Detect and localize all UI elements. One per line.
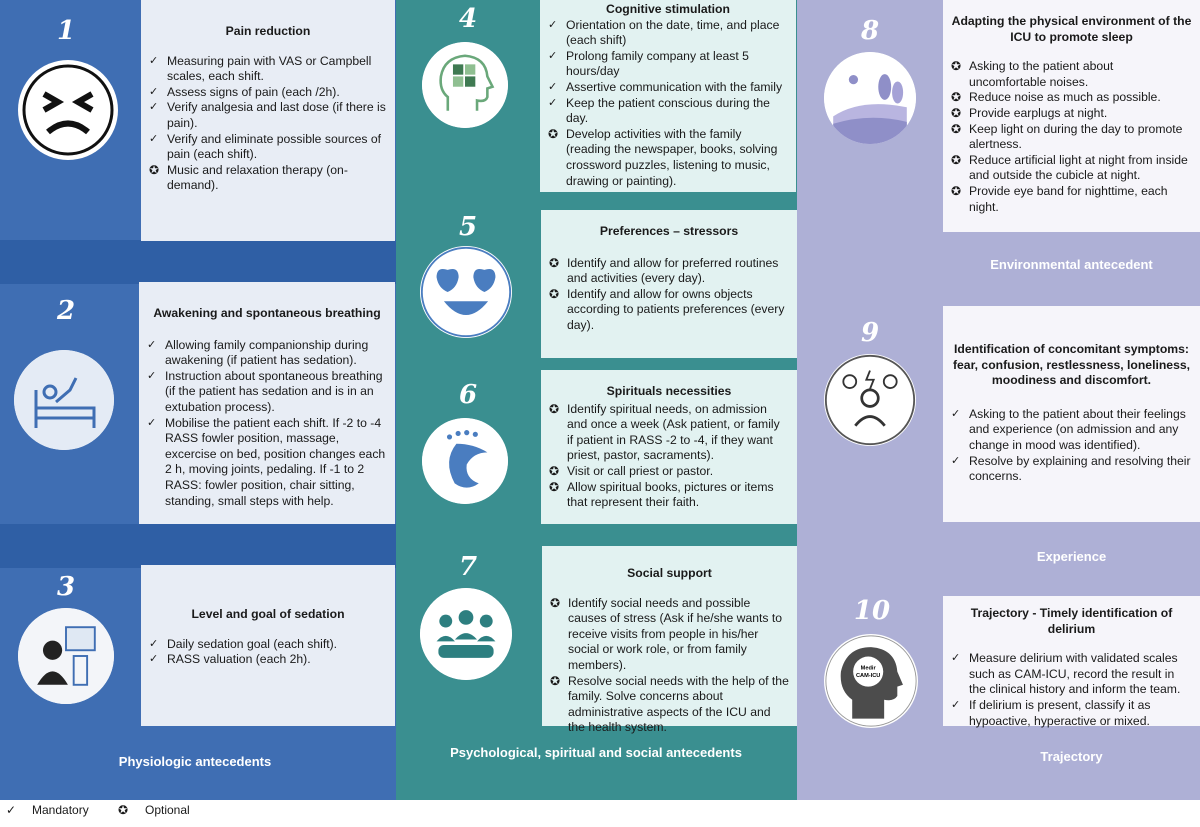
list-item bbox=[147, 338, 387, 369]
item-text: Identify spiritual needs, on admission and once a week (Ask patient, or family if patient in RASS -2 to -4, if they want priest, pastor, sacraments). bbox=[567, 401, 780, 463]
environmental-antecedent-label: Environmental antecedent bbox=[990, 257, 1153, 272]
item-text: Verify analgesia and last dose (if there is pain). bbox=[167, 100, 386, 130]
item-list bbox=[549, 402, 789, 511]
list-item bbox=[149, 652, 387, 668]
item-text: Measure delirium with validated scales such as CAM-ICU, record the result in the clinical history and inform the team. bbox=[969, 651, 1181, 697]
step-number-10: 10 bbox=[853, 596, 891, 626]
icu-monitor-icon bbox=[18, 608, 114, 704]
list-item bbox=[147, 416, 387, 510]
list-item bbox=[149, 132, 387, 163]
card-title: Cognitive stimulation bbox=[606, 2, 730, 16]
step-number-4: 4 bbox=[458, 4, 478, 34]
item-text: Asking to the patient about their feelings and experience (on admission and any change in mood was identified). bbox=[969, 406, 1186, 452]
mandatory-check-icon: ✓ bbox=[548, 49, 558, 62]
item-text: Allowing family companionship during awakening (if patient has sedation). bbox=[165, 337, 369, 368]
mandatory-check-icon: ✓ bbox=[951, 698, 961, 711]
mandatory-check-icon: ✓ bbox=[548, 96, 558, 109]
step-number-9: 9 bbox=[860, 318, 880, 348]
mandatory-check-icon: ✓ bbox=[149, 101, 159, 114]
card-social-support bbox=[542, 546, 797, 735]
item-text: Verify and eliminate possible sources of pain (each shift). bbox=[167, 131, 382, 162]
card-cognitive-stimulation bbox=[540, 0, 796, 192]
item-text: Music and relaxation therapy (on-demand). bbox=[167, 162, 348, 193]
optional-star-icon: ✪ bbox=[951, 152, 962, 167]
list-item bbox=[549, 287, 789, 334]
mandatory-check-icon: ✓ bbox=[149, 653, 159, 666]
list-item bbox=[951, 454, 1192, 485]
item-text: Resolve by explaining and resolving their concerns. bbox=[969, 453, 1191, 484]
list-item bbox=[149, 100, 387, 131]
card-title: Level and goal of sedation bbox=[191, 607, 345, 621]
item-text: Daily sedation goal (each shift). bbox=[167, 636, 338, 651]
list-item bbox=[549, 402, 789, 464]
list-item bbox=[951, 90, 1192, 106]
item-text: Identify and allow for preferred routines and activities (every day). bbox=[567, 255, 779, 286]
mandatory-check-icon: ✓ bbox=[6, 803, 17, 817]
mandatory-check-icon: ✓ bbox=[951, 454, 961, 467]
card-spiritual-necessities bbox=[541, 370, 797, 524]
card-delirium-identification bbox=[943, 596, 1200, 726]
item-text: Reduce noise as much as possible. bbox=[969, 90, 1161, 105]
item-text: Asking to the patient about uncomfortable noises. bbox=[969, 59, 1114, 89]
card-title: Pain reduction bbox=[225, 24, 311, 38]
card-title: Preferences – stressors bbox=[599, 224, 739, 238]
optional-star-icon: ✪ bbox=[118, 803, 129, 817]
pain-face-icon bbox=[18, 60, 118, 160]
optional-star-icon: ✪ bbox=[548, 126, 559, 141]
card-title: Awakening and spontaneous breathing bbox=[153, 306, 381, 320]
list-item bbox=[951, 59, 1192, 90]
list-item bbox=[951, 153, 1192, 184]
optional-star-icon: ✪ bbox=[549, 401, 560, 416]
item-list bbox=[147, 338, 387, 510]
card-pain-reduction bbox=[141, 0, 395, 241]
list-item bbox=[548, 80, 788, 96]
card-title: Identification of concomitant symptoms: fear, confusion, restlessness, loneliness, moodiness and discomfort. bbox=[952, 342, 1191, 388]
list-item bbox=[548, 18, 788, 49]
list-item bbox=[951, 122, 1192, 153]
item-list bbox=[149, 637, 387, 668]
optional-star-icon: ✪ bbox=[951, 121, 962, 136]
icon-text-medir: Medir bbox=[860, 665, 876, 672]
list-item bbox=[549, 464, 789, 480]
mandatory-check-icon: ✓ bbox=[147, 338, 157, 351]
item-text: Identify social needs and possible causes of stress (Ask if he/she wants to receive visits from people in his/her social or work role, or from family members). bbox=[568, 595, 783, 672]
mandatory-check-icon: ✓ bbox=[149, 85, 159, 98]
optional-star-icon: ✪ bbox=[550, 595, 561, 610]
list-item bbox=[548, 49, 788, 80]
optional-star-icon: ✪ bbox=[549, 479, 560, 494]
list-item bbox=[149, 85, 387, 101]
card-title: Spirituals necessities bbox=[606, 384, 732, 398]
item-text: Develop activities with the family (reading the newspaper, books, solving crossword puzzles, listening to music, drawing or painting). bbox=[566, 126, 778, 188]
item-text: Keep the patient conscious during the day. bbox=[566, 95, 770, 126]
item-text: Orientation on the date, time, and place (each shift) bbox=[566, 17, 780, 48]
item-text: Allow spiritual books, pictures or items that represent their faith. bbox=[567, 479, 774, 510]
step-number-1: 1 bbox=[56, 16, 76, 46]
optional-star-icon: ✪ bbox=[550, 673, 561, 688]
card-sedation bbox=[141, 565, 395, 726]
optional-star-icon: ✪ bbox=[951, 90, 962, 105]
item-text: Measuring pain with VAS or Campbell scales, each shift. bbox=[167, 53, 372, 84]
mandatory-check-icon: ✓ bbox=[147, 369, 157, 382]
item-text: Provide eye band for nighttime, each night. bbox=[969, 183, 1168, 214]
item-text: RASS valuation (each 2h). bbox=[167, 652, 311, 667]
item-text: Resolve social needs with the help of the family. Solve concerns about administrative aspects of the ICU and the health system. bbox=[568, 673, 789, 735]
card-awakening-breathing bbox=[139, 282, 395, 524]
list-item bbox=[951, 407, 1192, 454]
optional-star-icon: ✪ bbox=[951, 59, 962, 74]
optional-star-icon: ✪ bbox=[149, 162, 160, 177]
item-list bbox=[951, 407, 1192, 485]
mandatory-label: Mandatory bbox=[32, 803, 89, 817]
list-item bbox=[548, 127, 788, 189]
item-text: Reduce artificial light at night from inside and outside the cubicle at night. bbox=[969, 152, 1188, 183]
list-item bbox=[549, 256, 789, 287]
optional-star-icon: ✪ bbox=[549, 286, 560, 301]
item-text: Visit or call priest or pastor. bbox=[567, 463, 714, 478]
optional-star-icon: ✪ bbox=[549, 255, 560, 270]
card-concomitant-symptoms bbox=[943, 306, 1200, 522]
list-item bbox=[548, 96, 788, 127]
trajectory-label: Trajectory bbox=[1040, 749, 1103, 764]
step-number-6: 6 bbox=[458, 380, 478, 410]
item-list bbox=[951, 59, 1192, 215]
item-text: Keep light on during the day to promote alertness. bbox=[969, 121, 1183, 152]
mandatory-check-icon: ✓ bbox=[951, 652, 961, 665]
step-number-8: 8 bbox=[860, 16, 880, 46]
landscape-sun-icon bbox=[824, 52, 916, 144]
item-text: Provide earplugs at night. bbox=[969, 105, 1108, 120]
list-item bbox=[550, 674, 789, 736]
mandatory-check-icon: ✓ bbox=[147, 416, 157, 429]
item-list bbox=[549, 256, 789, 334]
mandatory-check-icon: ✓ bbox=[548, 80, 558, 93]
list-item bbox=[149, 54, 387, 85]
psychological-antecedents-label: Psychological, spiritual and social antecedents bbox=[450, 745, 742, 760]
optional-star-icon: ✪ bbox=[951, 105, 962, 120]
item-text: Identify and allow for owns objects according to patients preferences (every day). bbox=[567, 286, 785, 332]
card-title: Adapting the physical environment of the ICU to promote sleep bbox=[951, 14, 1192, 44]
item-text: Prolong family company at least 5 hours/day bbox=[566, 48, 749, 79]
list-item bbox=[951, 106, 1192, 122]
concerned-person-icon bbox=[824, 354, 916, 446]
item-text: Assess signs of pain (each /2h). bbox=[167, 84, 340, 99]
step-number-2: 2 bbox=[56, 296, 76, 326]
step-number-7: 7 bbox=[458, 552, 478, 582]
list-item bbox=[550, 596, 789, 674]
mandatory-check-icon: ✓ bbox=[149, 54, 159, 67]
band-1 bbox=[0, 240, 396, 284]
list-item bbox=[149, 163, 387, 194]
optional-star-icon: ✪ bbox=[549, 463, 560, 478]
list-item bbox=[951, 698, 1192, 729]
band-2 bbox=[0, 524, 396, 568]
item-list bbox=[951, 651, 1192, 729]
item-list bbox=[548, 18, 788, 190]
list-item bbox=[549, 480, 789, 511]
mandatory-check-icon: ✓ bbox=[149, 637, 159, 650]
optional-label: Optional bbox=[145, 803, 190, 817]
item-text: Mobilise the patient each shift. If -2 to -4 RASS fowler position, massage, excercise on bed, position changes each 2 h, moving joints, pedaling. If -1 to 2 RASS: fowler position, chair sitting, standing, small steps with help. bbox=[165, 415, 386, 508]
card-preferences-stressors bbox=[541, 210, 797, 358]
physiologic-antecedents-label: Physiologic antecedents bbox=[118, 754, 272, 769]
mandatory-check-icon: ✓ bbox=[548, 18, 558, 31]
item-text: Instruction about spontaneous breathing (if the patient has sedation and is in an extubation process). bbox=[165, 368, 383, 414]
head-brain-icon bbox=[422, 42, 508, 128]
legend bbox=[0, 800, 1200, 827]
head-cam-icu-icon bbox=[824, 634, 918, 728]
card-title: Trajectory - Timely identification of delirium bbox=[970, 606, 1173, 636]
list-item bbox=[147, 369, 387, 416]
item-list bbox=[149, 54, 387, 194]
bed-patient-icon bbox=[14, 350, 114, 450]
list-item bbox=[951, 651, 1192, 698]
heart-eyes-emoji-icon bbox=[420, 246, 512, 338]
item-text: If delirium is present, classify it as hypoactive, hyperactive or mixed. bbox=[969, 697, 1151, 728]
mandatory-check-icon: ✓ bbox=[951, 407, 961, 420]
experience-label: Experience bbox=[1036, 549, 1107, 564]
step-number-5: 5 bbox=[458, 212, 478, 242]
card-title: Social support bbox=[627, 566, 712, 580]
social-group-icon bbox=[420, 588, 512, 680]
mandatory-check-icon: ✓ bbox=[149, 132, 159, 145]
item-list bbox=[550, 596, 789, 736]
card-physical-environment bbox=[943, 0, 1200, 232]
list-item bbox=[149, 637, 387, 653]
step-number-3: 3 bbox=[56, 572, 76, 602]
item-text: Assertive communication with the family bbox=[566, 79, 783, 94]
icon-text-cam-icu: CAM-ICU bbox=[855, 673, 881, 680]
optional-star-icon: ✪ bbox=[951, 183, 962, 198]
list-item bbox=[951, 184, 1192, 215]
spiritual-dove-icon bbox=[422, 418, 508, 504]
